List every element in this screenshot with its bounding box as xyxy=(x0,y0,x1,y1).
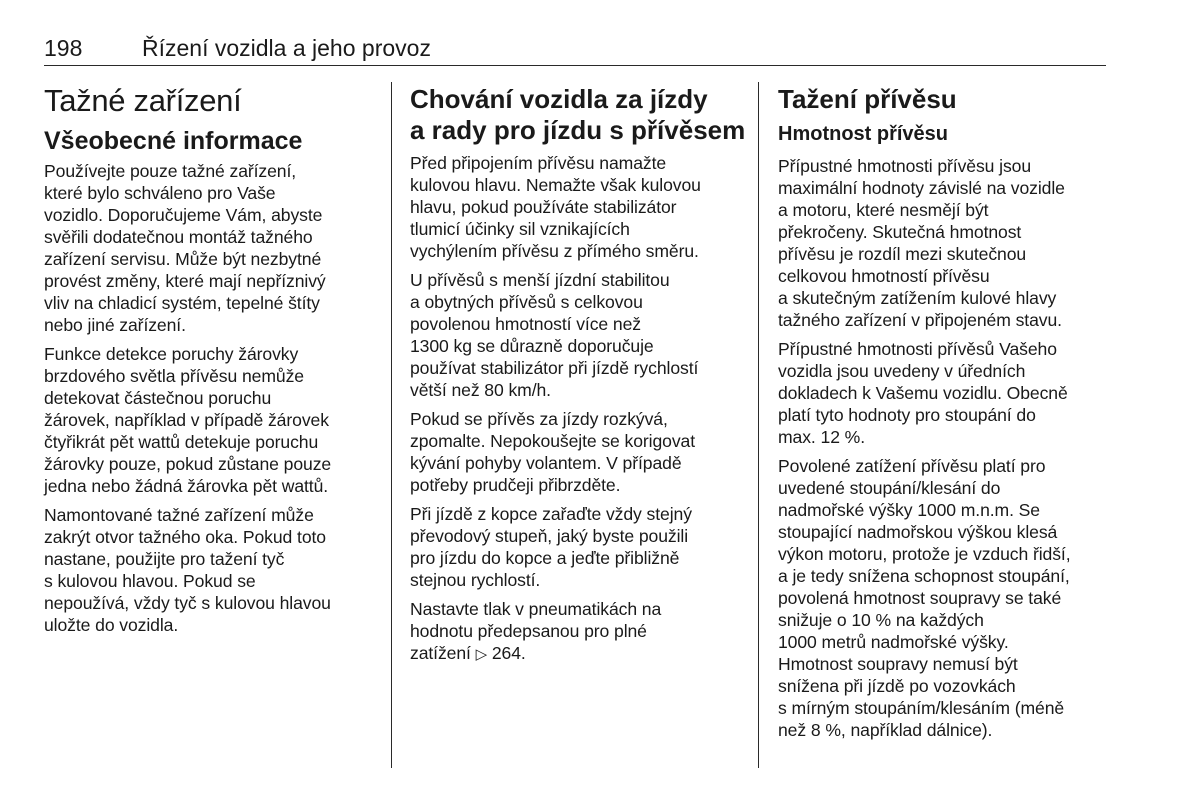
text-line: a je tedy snížena schopnost stoupání, xyxy=(778,566,1070,586)
section-title: Tažné zařízení xyxy=(44,83,242,118)
text-fragment: zatížení xyxy=(410,643,471,663)
text-line: větší než 80 km/h. xyxy=(410,380,551,400)
text-line: U přívěsů s menší jízdní stabilitou xyxy=(410,270,670,290)
column-divider xyxy=(391,82,392,768)
text-line: tlumicí účinky sil vznikajících xyxy=(410,219,630,239)
text-line: Přípustné hmotnosti přívěsu jsou xyxy=(778,156,1032,176)
text-line: nadmořské výšky 1000 m.n.m. Se xyxy=(778,500,1040,520)
text-line: čtyřikrát pět wattů detekuje poruchu xyxy=(44,432,319,452)
text-line: nepoužívá, vždy tyč s kulovou hlavou xyxy=(44,593,331,613)
text-line: žárovek, například v případě žárovek xyxy=(44,410,329,430)
text-line: které bylo schváleno pro Vaše xyxy=(44,183,276,203)
column-towing-device xyxy=(44,82,382,643)
page-reference-link[interactable]: 264. xyxy=(491,643,526,663)
text-line xyxy=(410,642,746,666)
text-line: Funkce detekce poruchy žárovky xyxy=(44,344,299,364)
column-trailer-towing xyxy=(778,82,1112,748)
title-line: Chování vozidla za jízdy xyxy=(410,84,708,114)
text-line: maximální hodnoty závislé na vozidle xyxy=(778,178,1065,198)
paragraph xyxy=(44,160,382,336)
text-line: potřeby prudčeji přibrzděte. xyxy=(410,475,621,495)
triangle-arrow-icon: ▷ xyxy=(475,646,488,663)
text-line: s kulovou hlavou. Pokud se xyxy=(44,571,256,591)
text-line: přívěsu je rozdíl mezi skutečnou xyxy=(778,244,1027,264)
text-line: než 8 %, například dálnice). xyxy=(778,720,993,740)
text-line: uložte do vozidla. xyxy=(44,615,179,635)
text-line: s mírným stoupáním/klesáním (méně xyxy=(778,698,1065,718)
section-title: Tažení přívěsu xyxy=(778,84,957,114)
text-line: tažného zařízení v připojeném stavu. xyxy=(778,310,1062,330)
paragraph xyxy=(44,343,382,497)
text-line: 1300 kg se důrazně doporučuje xyxy=(410,336,654,356)
text-line: stejnou rychlostí. xyxy=(410,570,541,590)
section-subtitle: Všeobecné informace xyxy=(44,127,303,155)
text-line: Povolené zatížení přívěsu platí pro xyxy=(778,456,1046,476)
text-line: Pokud se přívěs za jízdy rozkývá, xyxy=(410,409,668,429)
text-line: zařízení servisu. Může být nezbytné xyxy=(44,249,322,269)
text-line: kývání pohyby volantem. V případě xyxy=(410,453,682,473)
text-line: a obytných přívěsů s celkovou xyxy=(410,292,643,312)
text-line: Nastavte tlak v pneumatikách na xyxy=(410,599,662,619)
text-line: dokladech k Vašemu vozidlu. Obecně xyxy=(778,383,1068,403)
text-line: zakrýt otvor tažného oka. Pokud toto xyxy=(44,527,326,547)
text-line: 1000 metrů nadmořské výšky. xyxy=(778,632,1009,652)
paragraph xyxy=(410,503,746,591)
paragraph xyxy=(410,152,746,262)
text-line: detekovat částečnou poruchu xyxy=(44,388,272,408)
text-line: snižuje o 10 % na každých xyxy=(778,610,984,630)
text-line: jedna nebo žádná žárovka pět wattů. xyxy=(44,476,329,496)
title-line: a rady pro jízdu s přívěsem xyxy=(410,115,746,145)
text-line: překročeny. Skutečná hmotnost xyxy=(778,222,1022,242)
text-line: hodnotu předepsanou pro plné xyxy=(410,621,647,641)
text-line: vliv na chladicí systém, tepelné štíty xyxy=(44,293,320,313)
text-line: hlavu, pokud používáte stabilizátor xyxy=(410,197,677,217)
paragraph xyxy=(410,408,746,496)
text-line: svěřili dodatečnou montáž tažného xyxy=(44,227,313,247)
text-line: zpomalte. Nepokoušejte se korigovat xyxy=(410,431,696,451)
text-line: žárovky pouze, pokud zůstane pouze xyxy=(44,454,332,474)
section-subtitle: Hmotnost přívěsu xyxy=(778,123,949,145)
text-line: vozidlo. Doporučujeme Vám, abyste xyxy=(44,205,323,225)
text-line: Před připojením přívěsu namažte xyxy=(410,153,667,173)
text-line: výkon motoru, protože je vzduch řidší, xyxy=(778,544,1071,564)
text-line: Přípustné hmotnosti přívěsů Vašeho xyxy=(778,339,1057,359)
text-line: a motoru, které nesmějí být xyxy=(778,200,989,220)
page-header xyxy=(44,34,1106,66)
text-line: uvedené stoupání/klesání do xyxy=(778,478,1001,498)
text-line: brzdového světla přívěsu nemůže xyxy=(44,366,304,386)
text-line: Při jízdě z kopce zařaďte vždy stejný xyxy=(410,504,692,524)
text-line: Hmotnost soupravy nemusí být xyxy=(778,654,1018,674)
text-line: povolená hmotnost soupravy se také xyxy=(778,588,1062,608)
text-line: používat stabilizátor při jízdě rychlostí xyxy=(410,358,699,378)
paragraph xyxy=(410,598,746,666)
text-line: pro jízdu do kopce a jeďte přibližně xyxy=(410,548,680,568)
text-line: vozidla jsou uvedeny v úředních xyxy=(778,361,1026,381)
text-line: a skutečným zatížením kulové hlavy xyxy=(778,288,1057,308)
chapter-title: Řízení vozidla a jeho provoz xyxy=(142,35,431,61)
page-number: 198 xyxy=(44,35,83,61)
text-line: stoupající nadmořskou výškou klesá xyxy=(778,522,1058,542)
paragraph xyxy=(44,504,382,636)
paragraph xyxy=(410,269,746,401)
column-divider xyxy=(758,82,759,768)
section-title xyxy=(410,84,746,146)
text-line: platí tyto hodnoty pro stoupání do xyxy=(778,405,1036,425)
text-line: snížena při jízdě po vozovkách xyxy=(778,676,1016,696)
column-driving-behaviour xyxy=(410,82,746,673)
text-line: povolenou hmotností více než xyxy=(410,314,641,334)
text-line: nastane, použijte pro tažení tyč xyxy=(44,549,285,569)
text-line: provést změny, které mají nepříznivý xyxy=(44,271,326,291)
text-line: nebo jiné zařízení. xyxy=(44,315,186,335)
text-line: vychýlením přívěsu z přímého směru. xyxy=(410,241,699,261)
text-line: Používejte pouze tažné zařízení, xyxy=(44,161,297,181)
text-line: kulovou hlavu. Nemažte však kulovou xyxy=(410,175,701,195)
paragraph xyxy=(778,455,1112,741)
text-line: celkovou hmotností přívěsu xyxy=(778,266,990,286)
paragraph xyxy=(778,155,1112,331)
text-line: převodový stupeň, jaký byste použili xyxy=(410,526,689,546)
text-line: max. 12 %. xyxy=(778,427,866,447)
text-line: Namontované tažné zařízení může xyxy=(44,505,314,525)
paragraph xyxy=(778,338,1112,448)
